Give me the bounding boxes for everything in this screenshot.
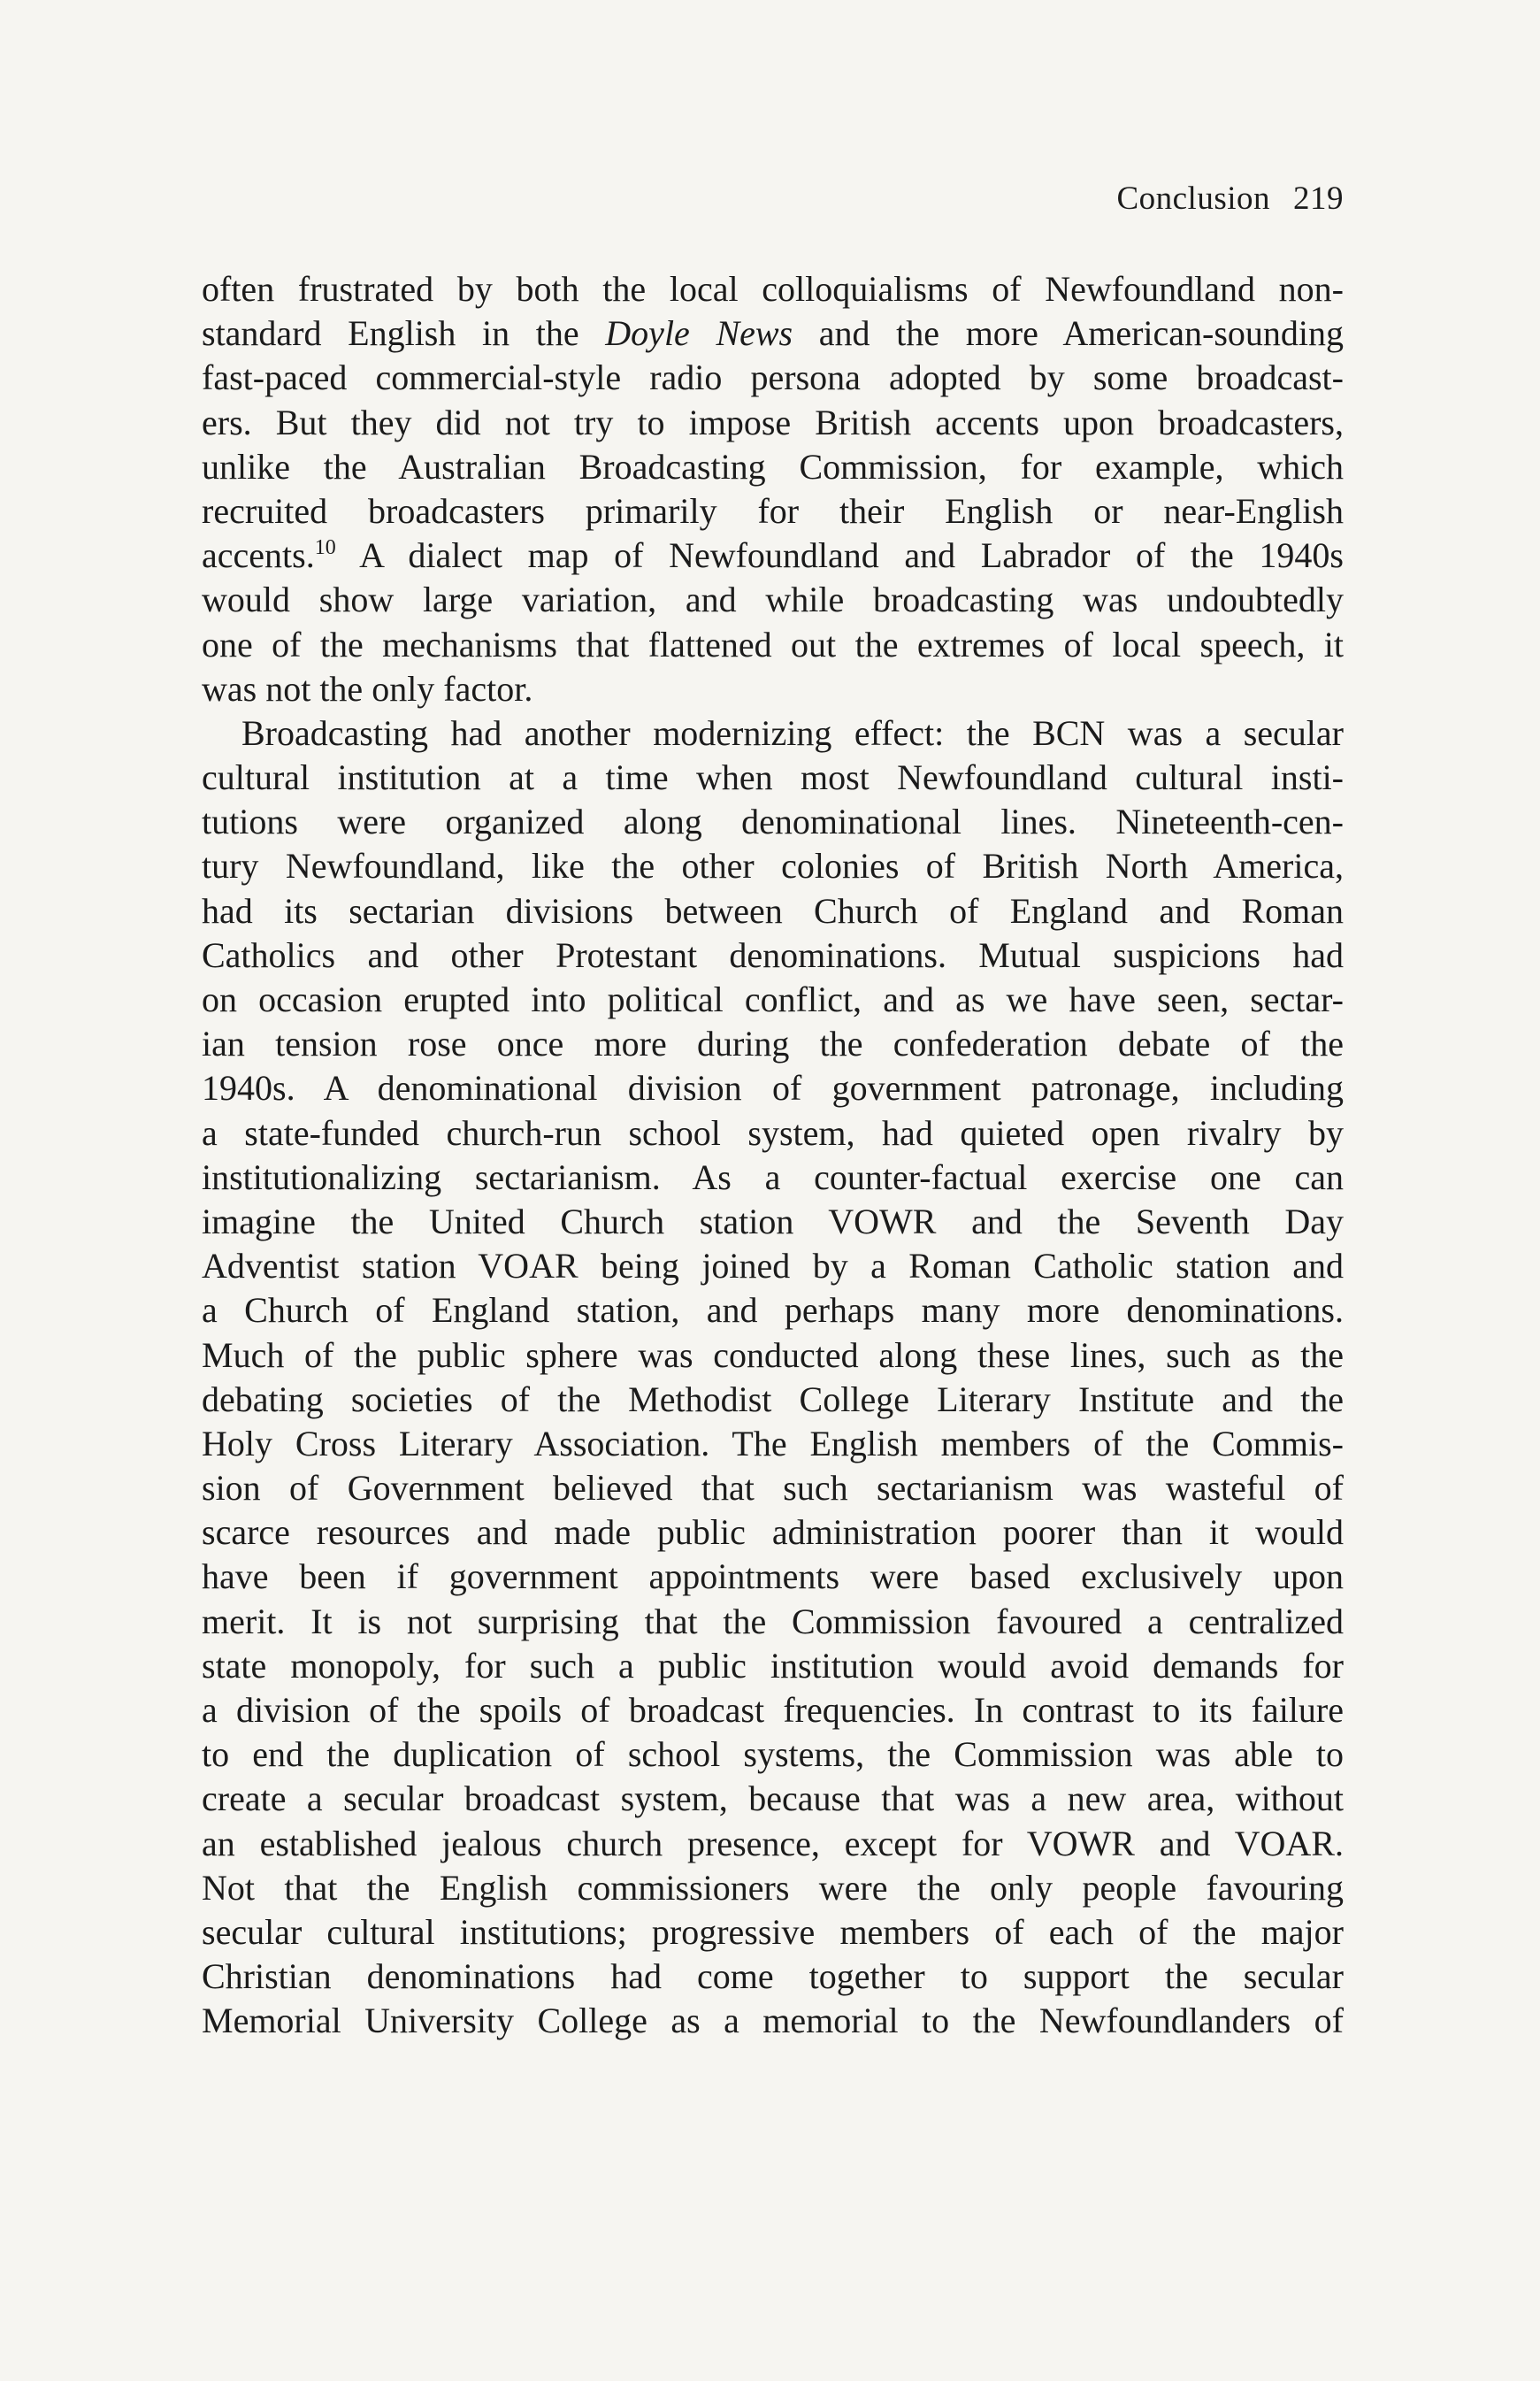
- text-run: and the more American-sounding: [793, 313, 1345, 354]
- text-line: Not that the English commissioners were the only people favouring: [202, 1867, 1344, 1908]
- text-line: Broadcasting had another modernizing effect: the BCN was a secular: [241, 712, 1344, 753]
- text-line: merit. It is not surprising that the Commission favoured a centralized: [202, 1601, 1344, 1641]
- text-line: institutionalizing sectarianism. As a counter-factual exercise one can: [202, 1156, 1344, 1197]
- text-line: ian tension rose once more during the confederation debate of the: [202, 1024, 1344, 1064]
- text-line: have been if government appointments were based exclusively upon: [202, 1556, 1344, 1597]
- text-line: [202, 311, 1344, 356]
- paragraph-2: [202, 711, 1344, 2044]
- text-line: Holy Cross Literary Association. The English members of the Commis-: [202, 1423, 1344, 1463]
- footnote-marker: 10: [314, 536, 336, 560]
- text-line: imagine the United Church station VOWR and the Seventh Day: [202, 1201, 1344, 1241]
- text-line: state monopoly, for such a public institution would avoid demands for: [202, 1645, 1344, 1686]
- text-line: to end the duplication of school systems, the Commission was able to: [202, 1734, 1344, 1775]
- paragraph-1: [202, 267, 1344, 711]
- text-line: Adventist station VOAR being joined by a Roman Catholic station and: [202, 1246, 1344, 1287]
- body-text: [202, 267, 1344, 2044]
- text-line: one of the mechanisms that flattened out the extremes of local speech, it: [202, 624, 1344, 664]
- text-line: [202, 534, 1344, 578]
- text-line: 1940s. A denominational division of government patronage, including: [202, 1068, 1344, 1109]
- text-line: Christian denominations had come together to support the secular: [202, 1956, 1344, 1997]
- text-line: recruited broadcasters primarily for their English or near-English: [202, 490, 1344, 531]
- text-line: on occasion erupted into political conflict, and as we have seen, sectar-: [202, 979, 1344, 1019]
- text-line: a Church of England station, and perhaps many more denominations.: [202, 1290, 1344, 1331]
- text-line: often frustrated by both the local colloquialisms of Newfoundland non-: [202, 269, 1344, 309]
- text-line: fast-paced commercial-style radio persona adopted by some broadcast-: [202, 357, 1344, 398]
- text-line: scarce resources and made public administration poorer than it would: [202, 1512, 1344, 1553]
- publication-title: Doyle News: [605, 313, 793, 354]
- text-line: secular cultural institutions; progressive members of each of the major: [202, 1911, 1344, 1952]
- text-line: a state-funded church-run school system, had quieted open rivalry by: [202, 1112, 1344, 1153]
- text-line: had its sectarian divisions between Church of England and Roman: [202, 890, 1344, 931]
- text-run: accents.: [202, 535, 315, 576]
- text-line: Catholics and other Protestant denominations. Mutual suspicions had: [202, 934, 1344, 975]
- text-line: Much of the public sphere was conducted along these lines, such as the: [202, 1334, 1344, 1375]
- text-line: a division of the spoils of broadcast frequencies. In contrast to its failure: [202, 1690, 1344, 1730]
- text-line: would show large variation, and while broadcasting was undoubtedly: [202, 580, 1344, 620]
- text-line: an established jealous church presence, except for VOWR and VOAR.: [202, 1823, 1344, 1863]
- text-run: A dialect map of Newfoundland and Labrador of the 1940s: [335, 535, 1344, 576]
- text-line: ers. But they did not try to impose British accents upon broadcasters,: [202, 402, 1344, 442]
- text-run: standard English in the: [202, 313, 606, 354]
- page-number: 219: [1293, 180, 1344, 217]
- text-line: cultural institution at a time when most Newfoundland cultural insti-: [202, 757, 1344, 798]
- running-head-section-title: Conclusion: [1116, 180, 1270, 217]
- running-head: [202, 177, 1344, 221]
- text-line: tutions were organized along denominational lines. Nineteenth-cen-: [202, 802, 1344, 842]
- text-line: Memorial University College as a memorial to the Newfoundlanders of: [202, 2001, 1344, 2041]
- text-line: create a secular broadcast system, because that was a new area, without: [202, 1778, 1344, 1819]
- text-line: unlike the Australian Broadcasting Commission, for example, which: [202, 446, 1344, 487]
- text-line: tury Newfoundland, like the other colonies of British North America,: [202, 846, 1344, 887]
- text-line: was not the only factor.: [202, 668, 533, 709]
- text-line: sion of Government believed that such sectarianism was wasteful of: [202, 1468, 1344, 1509]
- text-line: debating societies of the Methodist College Literary Institute and the: [202, 1379, 1344, 1419]
